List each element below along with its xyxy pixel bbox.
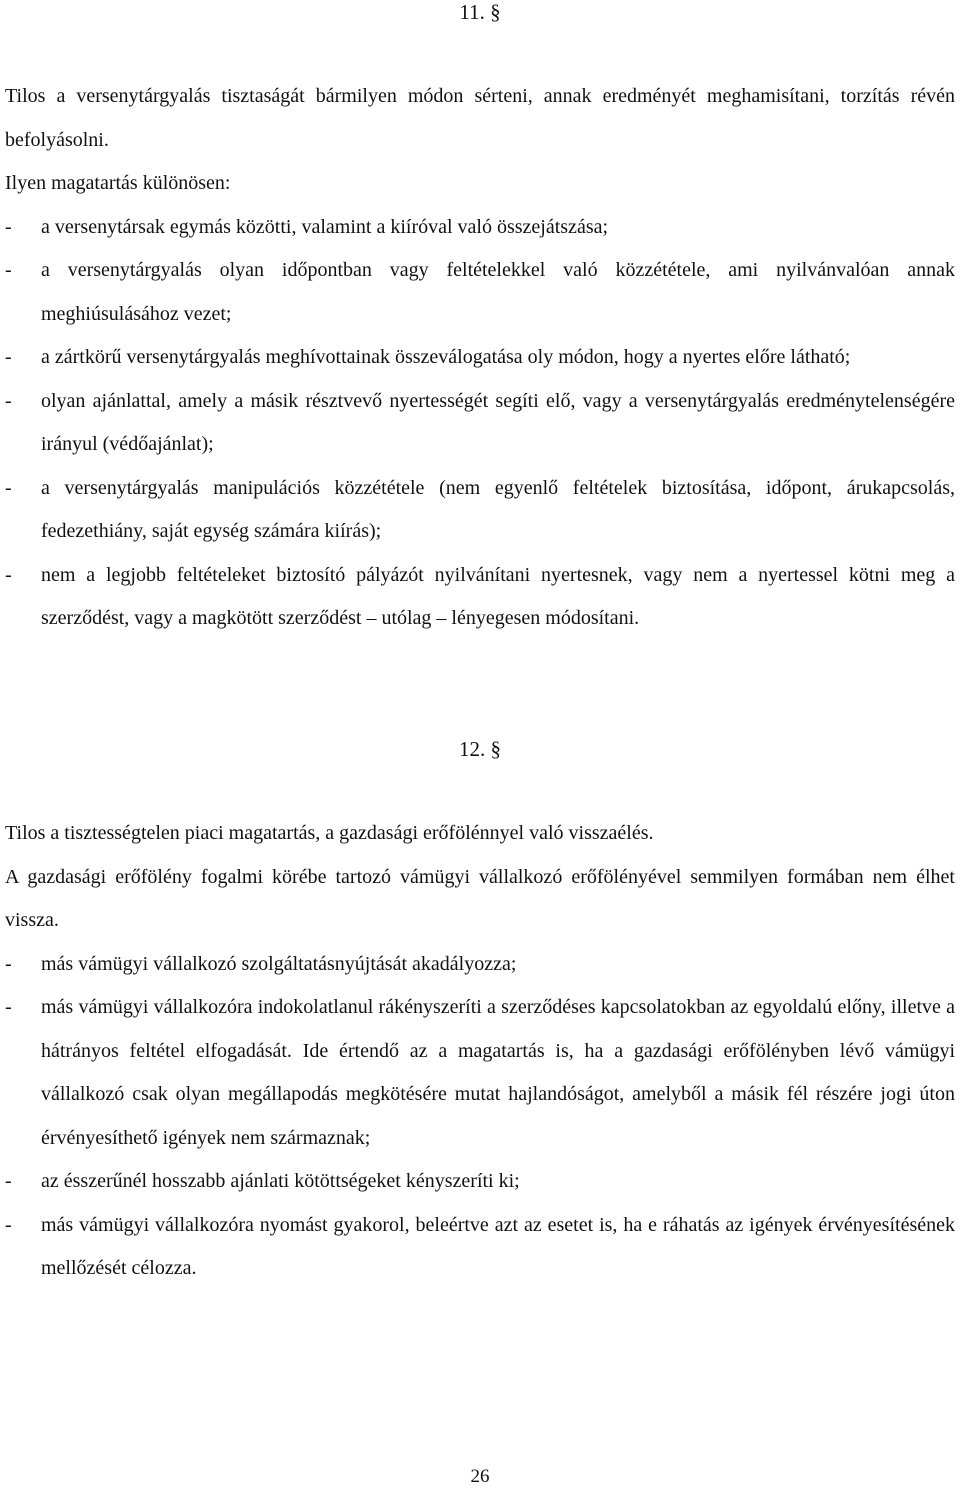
section-11-body — [5, 75, 955, 641]
section-11-lead: Ilyen magatartás különösen: — [5, 172, 231, 194]
list-item-text: a versenytárgyalás manipulációs közzététele (nem egyenlő feltételek biztosítása, időpont, árukapcsolás, fedezethiány, saját egység számára kiírás); — [41, 476, 955, 542]
list-item — [5, 1204, 955, 1291]
list-dash: - — [5, 259, 12, 281]
page-number: 26 — [470, 1466, 490, 1487]
list-item-text: a versenytársak egymás közötti, valamint a kiíróval való összejátszása; — [41, 215, 609, 238]
section-11-heading: 11. § — [459, 0, 501, 24]
section-12-body — [5, 812, 955, 1291]
list-dash: - — [5, 215, 12, 238]
list-item-text: nem a legjobb feltételeket biztosító pályázót nyilvánítani nyertesnek, vagy nem a nyertessel kötni meg a szerződést, vagy a magkötött szerződést – utólag – lényegesen módosítani. — [41, 563, 955, 629]
list-item-text: más vámügyi vállalkozóra indokolatlanul rákényszeríti a szerződéses kapcsolatokban az egyoldalú előny, illetve a hátrányos feltétel elfogadását. Ide értendő az a magatartás is, ha a gazdasági erőfölényben lévő vámügyi vállalkozó csak olyan megállapodás megkötésére mutat hajlandóságot, amelyből a másik fél részére jogi úton érvényesíthető igények nem származnak; — [41, 996, 955, 1149]
list-dash: - — [5, 476, 12, 499]
list-item — [5, 986, 955, 1160]
list-dash: - — [5, 952, 12, 975]
list-item — [5, 1160, 955, 1204]
list-dash: - — [5, 1213, 12, 1236]
list-item-text: más vámügyi vállalkozó szolgáltatásnyújtását akadályozza; — [41, 952, 517, 975]
list-item — [5, 380, 955, 467]
list-item — [5, 206, 955, 250]
section-12-lead: A gazdasági erőfölény fogalmi körébe tartozó vámügyi vállalkozó erőfölényével semmilyen formában nem élhet vissza. — [5, 865, 955, 931]
list-dash: - — [5, 346, 12, 368]
list-item — [5, 467, 955, 554]
list-dash: - — [5, 996, 12, 1018]
section-11-intro: Tilos a versenytárgyalás tisztaságát bármilyen módon sérteni, annak eredményét meghamisítani, torzítás révén befolyásolni. — [5, 85, 955, 151]
section-12-heading: 12. § — [459, 737, 501, 761]
list-item — [5, 554, 955, 641]
list-dash: - — [5, 389, 12, 412]
list-item — [5, 249, 955, 336]
list-dash: - — [5, 563, 12, 586]
list-item-text: a zártkörű versenytárgyalás meghívottainak összeválogatása oly módon, hogy a nyertes előre látható; — [41, 346, 851, 368]
list-item-text: olyan ajánlattal, amely a másik résztvevő nyertességét segíti elő, vagy a versenytárgyalás eredménytelenségére irányul (védőajánlat); — [41, 389, 955, 455]
list-item — [5, 943, 955, 987]
section-12-intro: Tilos a tisztességtelen piaci magatartás, a gazdasági erőfölénnyel való visszaélés. — [5, 822, 654, 844]
list-item-text: az ésszerűnél hosszabb ajánlati kötöttségeket kényszeríti ki; — [41, 1170, 520, 1192]
list-item-text: más vámügyi vállalkozóra nyomást gyakorol, beleértve azt az esetet is, ha e ráhatás az igények érvényesítésének mellőzését célozza. — [41, 1213, 955, 1279]
list-item-text: a versenytárgyalás olyan időpontban vagy feltételekkel való közzététele, ami nyilvánvalóan annak meghiúsulásához vezet; — [41, 259, 955, 325]
list-dash: - — [5, 1170, 12, 1192]
list-item — [5, 336, 955, 380]
